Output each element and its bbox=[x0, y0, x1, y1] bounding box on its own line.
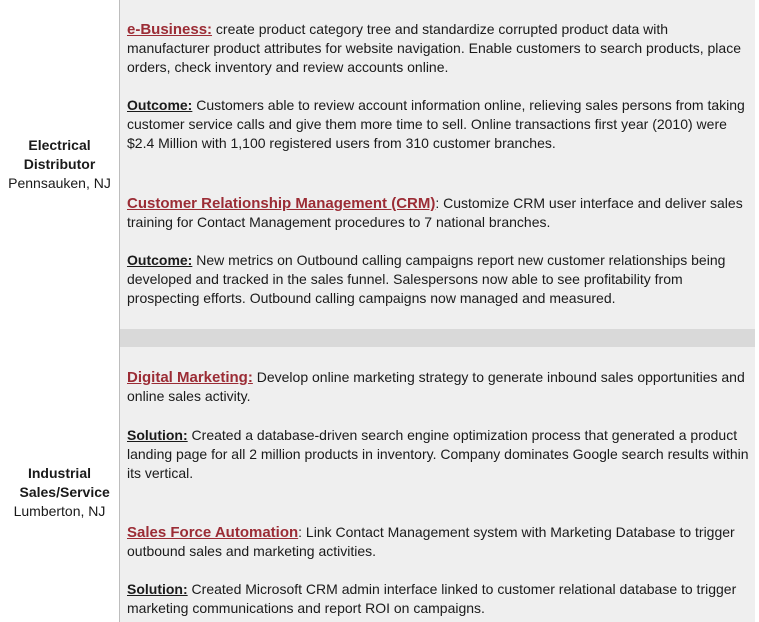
solution-label: Solution: bbox=[127, 581, 188, 597]
row-2-company-cell bbox=[0, 464, 119, 521]
solution-sales-force-automation bbox=[127, 580, 752, 618]
solution-label: Solution: bbox=[127, 427, 188, 443]
project-ebusiness bbox=[127, 20, 752, 77]
project-title: e-Business: bbox=[127, 21, 213, 38]
project-crm bbox=[127, 194, 752, 232]
project-sales-force-automation bbox=[127, 523, 752, 561]
solution-text: Created Microsoft CRM admin interface linked to customer relational database to trigger marketing communications and report ROI on campaigns. bbox=[127, 581, 737, 616]
project-digital-marketing bbox=[127, 368, 752, 406]
project-description: Develop online marketing strategy to generate inbound sales opportunities and online sales activity. bbox=[127, 369, 745, 404]
project-description: Customize CRM user interface and deliver sales training for Contact Management procedures to 7 national branches. bbox=[127, 195, 743, 230]
solution-text: Created a database-driven search engine optimization process that generated a product landing page for all 2 million products in inventory. Company dominates Google search results within its vertical. bbox=[127, 427, 749, 481]
company-location: Pennsauken, NJ bbox=[8, 175, 111, 191]
company-location: Lumberton, NJ bbox=[13, 503, 106, 519]
outcome-label: Outcome: bbox=[127, 252, 193, 268]
outcome-ebusiness bbox=[127, 96, 752, 153]
project-description: create product category tree and standardize corrupted product data with manufacturer product attributes for website navigation. Enable customers to search products, place orders, check inventory and review accounts online. bbox=[127, 21, 741, 75]
company-name: Electrical Distributor bbox=[23, 137, 96, 172]
project-description: Link Contact Management system with Marketing Database to trigger outbound sales and marketing activities. bbox=[127, 524, 735, 559]
project-title: Customer Relationship Management (CRM) bbox=[127, 195, 436, 212]
row-1-company-cell bbox=[0, 136, 119, 193]
project-title: Sales Force Automation bbox=[127, 524, 299, 541]
row-separator bbox=[120, 329, 755, 347]
project-title: Digital Marketing: bbox=[127, 369, 253, 386]
outcome-text: Customers able to review account information online, relieving sales persons from taking customer service calls and give them more time to sell. Online transactions first year (2010) were $2.4 Million with 1,100 registered users from 310 customer branches. bbox=[127, 97, 745, 151]
title-colon: : bbox=[435, 195, 440, 211]
column-divider bbox=[119, 0, 120, 622]
company-name: Industrial Sales/Service bbox=[19, 465, 110, 500]
solution-digital-marketing bbox=[127, 426, 752, 483]
title-colon: : bbox=[298, 524, 303, 540]
outcome-crm bbox=[127, 251, 752, 308]
outcome-label: Outcome: bbox=[127, 97, 193, 113]
outcome-text: New metrics on Outbound calling campaigns report new customer relationships being developed and tracked in the sales funnel. Salespersons now able to see profitability from prospecting efforts. Outbound calling campaigns now managed and measured. bbox=[127, 252, 726, 306]
